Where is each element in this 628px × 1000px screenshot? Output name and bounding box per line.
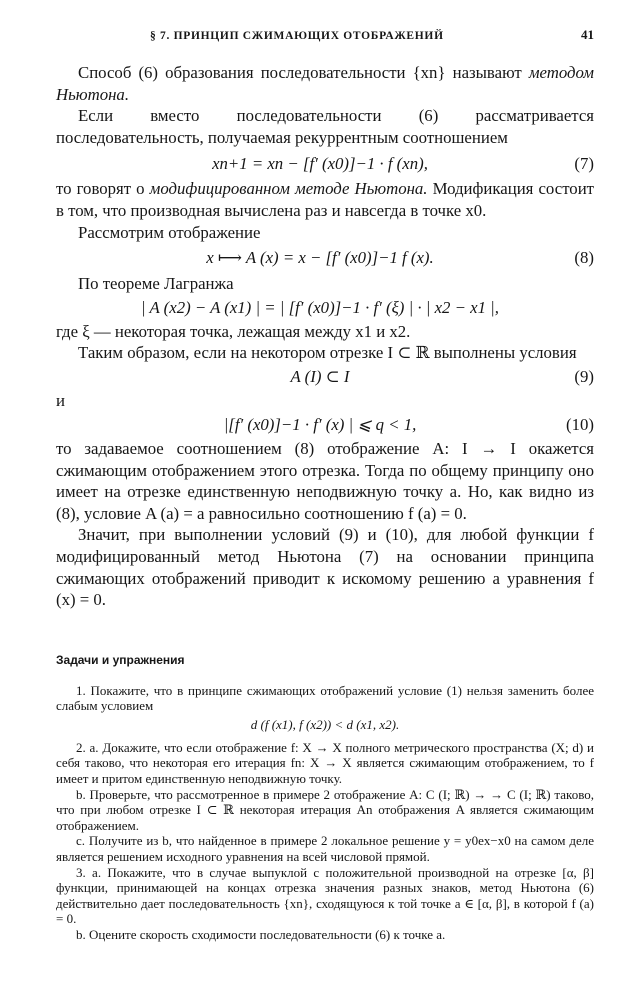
equation-7-expression: xn+1 = xn − [f′ (x0)]−1 · f (xn),	[212, 153, 428, 173]
page-header	[0, 27, 628, 48]
equation-8	[56, 243, 594, 273]
paragraph-modified-method	[56, 178, 594, 221]
paragraph-xi-point: где ξ — некоторая точка, лежащая между x1 и x2.	[56, 321, 411, 341]
paragraph-recurrent: Если вместо последовательности (6) рассматривается последовательность, получаемая рекуррентным соотношением	[56, 106, 594, 147]
equation-10-expression: |[f′ (x0)]−1 · f′ (x) | ⩽ q < 1,	[223, 415, 417, 435]
paragraph-lagrange: По теореме Лагранжа	[78, 274, 234, 294]
equation-8-expression: x ⟼ A (x) = x − [f′ (x0)]−1 f (x).	[206, 248, 434, 268]
equation-9-number: (9)	[574, 367, 594, 387]
exercise-3a: 3. a. Покажите, что в случае выпуклой с положительной производной на отрезке [α, β] функции, принимающей на концах отрезка значения разных знаков, метод Ньютона (6) действительно дает последовательность {xn}, сходящуюся к той точке a ∈ [α, β], в которой f (a) = 0.	[56, 864, 594, 927]
exercise-1-formula: d (f (x1), f (x2)) < d (x1, x2).	[250, 716, 400, 732]
paragraph-consider-map: Рассмотрим отображение	[78, 222, 261, 242]
page-number: 41	[581, 27, 594, 42]
paragraph-text: Способ (6) образования последовательности {xn} называют	[78, 63, 522, 82]
equation-10-number: (10)	[566, 415, 594, 435]
term-modified-newton-method: модифицированном методе Ньютона.	[149, 179, 428, 199]
exercises-section	[56, 653, 594, 943]
paragraph-text: Модификация состоит в том, что производная вычислена раз и навсегда в точке x0.	[56, 179, 595, 220]
paragraph-conditions: Таким образом, если на некотором отрезке I ⊂ ℝ выполнены условия	[78, 343, 577, 363]
paragraph-text: то говорят о	[56, 179, 145, 199]
connector-and: и	[56, 390, 65, 410]
equation-9	[56, 364, 594, 390]
exercise-2a: 2. a. Докажите, что если отображение f: X → X полного метрического пространства (X; d) и себя таково, что некоторая его итерация fn: X → X является сжимающим отображением, то f имеет и притом единственную неподвижную точку.	[56, 739, 594, 786]
equation-7-number: (7)	[574, 153, 594, 173]
exercise-1: 1. Покажите, что в принципе сжимающих отображений условие (1) нельзя заменить более слабым условием	[56, 682, 594, 714]
paragraph-contraction: то задаваемое соотношением (8) отображение A: I → I окажется сжимающим отображением этого отрезка. Тогда по общему принципу оно имеет на отрезке единственную неподвижную точку a. Но, как видно из (8), условие A (a) = a равносильно соотношению f (a) = 0.	[56, 438, 594, 523]
equation-lagrange-expression: | A (x2) − A (x1) | = | [f′ (x0)]−1 · f′ (ξ) | · | x2 − x1 |,	[141, 297, 499, 317]
exercise-3b: b. Оцените скорость сходимости последовательности (6) к точке a.	[76, 926, 446, 942]
equation-10	[56, 412, 594, 438]
running-head: § 7. ПРИНЦИП СЖИМАЮЩИХ ОТОБРАЖЕНИЙ	[150, 30, 444, 42]
main-text	[56, 62, 594, 611]
equation-7	[56, 148, 594, 178]
exercise-2b: b. Проверьте, что рассмотренное в примере 2 отображение A: C (I; ℝ) → → C (I; ℝ) таково, что при любом отрезке I ⊂ ℝ некоторая итерация An отображения A является сжимающим отображением.	[56, 786, 594, 833]
equation-8-number: (8)	[574, 248, 594, 268]
paragraph-conclusion: Значит, при выполнении условий (9) и (10), для любой функции f модифицированный метод Ньютона (7) на основании принципа сжимающих отображений приводит к искомому решению a уравнения f (x) = 0.	[56, 525, 594, 610]
paragraph-newton-method	[56, 62, 594, 105]
equation-lagrange	[56, 295, 594, 321]
exercises-heading: Задачи и упражнения	[56, 653, 185, 667]
term-newton-method: методом Ньютона.	[56, 63, 594, 104]
exercise-2c: c. Получите из b, что найденное в примере 2 локальное решение y = y0ex−x0 на самом деле является решением исходного уравнения на всей числовой прямой.	[56, 833, 594, 864]
equation-9-expression: A (I) ⊂ I	[290, 367, 350, 387]
